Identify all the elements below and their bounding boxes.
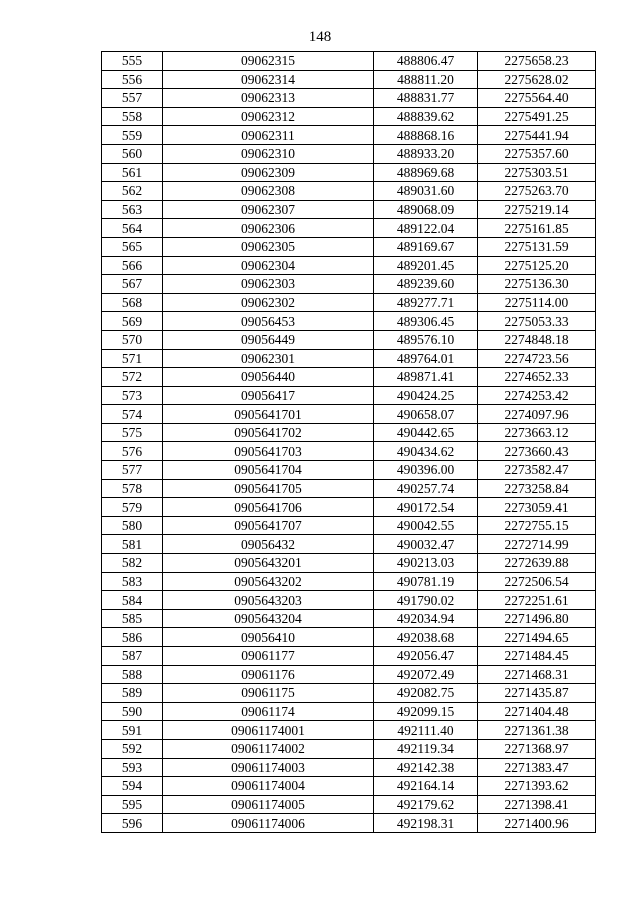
y-coordinate-cell: 2273660.43 <box>478 442 596 461</box>
y-coordinate-cell: 2275564.40 <box>478 89 596 108</box>
point-id-cell: 0905641702 <box>163 423 374 442</box>
x-coordinate-cell: 492082.75 <box>374 684 478 703</box>
table-body <box>102 52 596 833</box>
y-coordinate-cell: 2273663.12 <box>478 423 596 442</box>
x-coordinate-cell: 489068.09 <box>374 200 478 219</box>
point-id-cell: 09061174005 <box>163 795 374 814</box>
y-coordinate-cell: 2272639.88 <box>478 554 596 573</box>
point-id-cell: 09062313 <box>163 89 374 108</box>
y-coordinate-cell: 2275628.02 <box>478 70 596 89</box>
x-coordinate-cell: 491790.02 <box>374 591 478 610</box>
y-coordinate-cell: 2271400.96 <box>478 814 596 833</box>
y-coordinate-cell: 2271494.65 <box>478 628 596 647</box>
x-coordinate-cell: 490781.19 <box>374 572 478 591</box>
x-coordinate-cell: 490172.54 <box>374 498 478 517</box>
table-row <box>102 256 596 275</box>
x-coordinate-cell: 489031.60 <box>374 182 478 201</box>
point-id-cell: 09062308 <box>163 182 374 201</box>
point-id-cell: 09061175 <box>163 684 374 703</box>
x-coordinate-cell: 490658.07 <box>374 405 478 424</box>
table-row <box>102 70 596 89</box>
point-id-cell: 0905643202 <box>163 572 374 591</box>
table-row <box>102 721 596 740</box>
y-coordinate-cell: 2275441.94 <box>478 126 596 145</box>
point-number-cell: 582 <box>102 554 163 573</box>
x-coordinate-cell: 490442.65 <box>374 423 478 442</box>
table-row <box>102 312 596 331</box>
point-id-cell: 09062306 <box>163 219 374 238</box>
point-id-cell: 09056453 <box>163 312 374 331</box>
point-id-cell: 09056410 <box>163 628 374 647</box>
y-coordinate-cell: 2271398.41 <box>478 795 596 814</box>
y-coordinate-cell: 2274097.96 <box>478 405 596 424</box>
table-row <box>102 330 596 349</box>
point-id-cell: 0905641706 <box>163 498 374 517</box>
x-coordinate-cell: 488933.20 <box>374 144 478 163</box>
point-id-cell: 09062312 <box>163 107 374 126</box>
x-coordinate-cell: 489306.45 <box>374 312 478 331</box>
x-coordinate-cell: 489122.04 <box>374 219 478 238</box>
point-id-cell: 0905641703 <box>163 442 374 461</box>
x-coordinate-cell: 489764.01 <box>374 349 478 368</box>
x-coordinate-cell: 492142.38 <box>374 758 478 777</box>
x-coordinate-cell: 492038.68 <box>374 628 478 647</box>
coordinates-table <box>101 51 596 833</box>
point-id-cell: 0905641705 <box>163 479 374 498</box>
point-number-cell: 562 <box>102 182 163 201</box>
table-row <box>102 386 596 405</box>
point-number-cell: 592 <box>102 739 163 758</box>
point-number-cell: 586 <box>102 628 163 647</box>
y-coordinate-cell: 2275303.51 <box>478 163 596 182</box>
x-coordinate-cell: 492072.49 <box>374 665 478 684</box>
x-coordinate-cell: 488806.47 <box>374 52 478 71</box>
y-coordinate-cell: 2275263.70 <box>478 182 596 201</box>
y-coordinate-cell: 2274253.42 <box>478 386 596 405</box>
point-number-cell: 580 <box>102 516 163 535</box>
table-row <box>102 795 596 814</box>
table-row <box>102 368 596 387</box>
point-id-cell: 09061174003 <box>163 758 374 777</box>
point-id-cell: 09062305 <box>163 237 374 256</box>
y-coordinate-cell: 2275658.23 <box>478 52 596 71</box>
point-id-cell: 09061176 <box>163 665 374 684</box>
point-number-cell: 573 <box>102 386 163 405</box>
point-number-cell: 569 <box>102 312 163 331</box>
table-row <box>102 144 596 163</box>
table-row <box>102 777 596 796</box>
y-coordinate-cell: 2272506.54 <box>478 572 596 591</box>
table-row <box>102 535 596 554</box>
table-row <box>102 200 596 219</box>
y-coordinate-cell: 2275053.33 <box>478 312 596 331</box>
point-number-cell: 564 <box>102 219 163 238</box>
point-id-cell: 09062301 <box>163 349 374 368</box>
point-id-cell: 09056440 <box>163 368 374 387</box>
x-coordinate-cell: 490434.62 <box>374 442 478 461</box>
point-number-cell: 594 <box>102 777 163 796</box>
y-coordinate-cell: 2272251.61 <box>478 591 596 610</box>
point-number-cell: 588 <box>102 665 163 684</box>
point-number-cell: 565 <box>102 237 163 256</box>
point-number-cell: 577 <box>102 461 163 480</box>
table-row <box>102 89 596 108</box>
y-coordinate-cell: 2274848.18 <box>478 330 596 349</box>
y-coordinate-cell: 2275219.14 <box>478 200 596 219</box>
point-id-cell: 0905643201 <box>163 554 374 573</box>
point-number-cell: 571 <box>102 349 163 368</box>
table-row <box>102 498 596 517</box>
x-coordinate-cell: 488811.20 <box>374 70 478 89</box>
x-coordinate-cell: 489169.67 <box>374 237 478 256</box>
point-number-cell: 557 <box>102 89 163 108</box>
point-number-cell: 556 <box>102 70 163 89</box>
y-coordinate-cell: 2275114.00 <box>478 293 596 312</box>
point-number-cell: 585 <box>102 609 163 628</box>
table-row <box>102 52 596 71</box>
x-coordinate-cell: 489201.45 <box>374 256 478 275</box>
point-id-cell: 09062309 <box>163 163 374 182</box>
point-number-cell: 572 <box>102 368 163 387</box>
point-number-cell: 560 <box>102 144 163 163</box>
x-coordinate-cell: 492119.34 <box>374 739 478 758</box>
y-coordinate-cell: 2271496.80 <box>478 609 596 628</box>
table-row <box>102 163 596 182</box>
y-coordinate-cell: 2271435.87 <box>478 684 596 703</box>
point-number-cell: 563 <box>102 200 163 219</box>
y-coordinate-cell: 2275491.25 <box>478 107 596 126</box>
point-number-cell: 566 <box>102 256 163 275</box>
table-row <box>102 628 596 647</box>
x-coordinate-cell: 488868.16 <box>374 126 478 145</box>
y-coordinate-cell: 2272714.99 <box>478 535 596 554</box>
point-number-cell: 559 <box>102 126 163 145</box>
point-id-cell: 09062314 <box>163 70 374 89</box>
table-row <box>102 554 596 573</box>
x-coordinate-cell: 490213.03 <box>374 554 478 573</box>
table-row <box>102 516 596 535</box>
point-number-cell: 576 <box>102 442 163 461</box>
table-row <box>102 237 596 256</box>
y-coordinate-cell: 2273258.84 <box>478 479 596 498</box>
table-row <box>102 758 596 777</box>
point-number-cell: 555 <box>102 52 163 71</box>
table-row <box>102 219 596 238</box>
x-coordinate-cell: 488831.77 <box>374 89 478 108</box>
point-number-cell: 595 <box>102 795 163 814</box>
point-id-cell: 0905641701 <box>163 405 374 424</box>
table-row <box>102 591 596 610</box>
table-row <box>102 684 596 703</box>
point-number-cell: 583 <box>102 572 163 591</box>
page-number: 148 <box>308 29 332 45</box>
y-coordinate-cell: 2273582.47 <box>478 461 596 480</box>
point-id-cell: 09062310 <box>163 144 374 163</box>
point-id-cell: 09061177 <box>163 647 374 666</box>
y-coordinate-cell: 2275125.20 <box>478 256 596 275</box>
table-row <box>102 814 596 833</box>
table-row <box>102 107 596 126</box>
x-coordinate-cell: 489277.71 <box>374 293 478 312</box>
table-row <box>102 423 596 442</box>
point-id-cell: 0905641704 <box>163 461 374 480</box>
y-coordinate-cell: 2275131.59 <box>478 237 596 256</box>
point-number-cell: 589 <box>102 684 163 703</box>
y-coordinate-cell: 2274652.33 <box>478 368 596 387</box>
point-id-cell: 09061174004 <box>163 777 374 796</box>
point-number-cell: 579 <box>102 498 163 517</box>
x-coordinate-cell: 492034.94 <box>374 609 478 628</box>
y-coordinate-cell: 2275161.85 <box>478 219 596 238</box>
point-number-cell: 591 <box>102 721 163 740</box>
point-id-cell: 09062303 <box>163 275 374 294</box>
point-number-cell: 578 <box>102 479 163 498</box>
x-coordinate-cell: 492164.14 <box>374 777 478 796</box>
table-row <box>102 647 596 666</box>
table-row <box>102 293 596 312</box>
x-coordinate-cell: 489239.60 <box>374 275 478 294</box>
point-id-cell: 09061174 <box>163 702 374 721</box>
point-number-cell: 593 <box>102 758 163 777</box>
point-id-cell: 09062304 <box>163 256 374 275</box>
y-coordinate-cell: 2275136.30 <box>478 275 596 294</box>
point-id-cell: 09061174001 <box>163 721 374 740</box>
x-coordinate-cell: 488969.68 <box>374 163 478 182</box>
table-row <box>102 405 596 424</box>
x-coordinate-cell: 492056.47 <box>374 647 478 666</box>
table-row <box>102 739 596 758</box>
point-number-cell: 590 <box>102 702 163 721</box>
table-row <box>102 349 596 368</box>
point-id-cell: 09056432 <box>163 535 374 554</box>
x-coordinate-cell: 490032.47 <box>374 535 478 554</box>
y-coordinate-cell: 2271361.38 <box>478 721 596 740</box>
table-row <box>102 609 596 628</box>
point-number-cell: 568 <box>102 293 163 312</box>
point-number-cell: 584 <box>102 591 163 610</box>
x-coordinate-cell: 492099.15 <box>374 702 478 721</box>
point-number-cell: 587 <box>102 647 163 666</box>
point-id-cell: 09062307 <box>163 200 374 219</box>
y-coordinate-cell: 2274723.56 <box>478 349 596 368</box>
point-id-cell: 0905643203 <box>163 591 374 610</box>
y-coordinate-cell: 2275357.60 <box>478 144 596 163</box>
table-row <box>102 572 596 591</box>
y-coordinate-cell: 2272755.15 <box>478 516 596 535</box>
y-coordinate-cell: 2271383.47 <box>478 758 596 777</box>
x-coordinate-cell: 490042.55 <box>374 516 478 535</box>
y-coordinate-cell: 2273059.41 <box>478 498 596 517</box>
table-row <box>102 442 596 461</box>
point-id-cell: 09061174006 <box>163 814 374 833</box>
x-coordinate-cell: 492111.40 <box>374 721 478 740</box>
y-coordinate-cell: 2271368.97 <box>478 739 596 758</box>
point-number-cell: 581 <box>102 535 163 554</box>
table-row <box>102 665 596 684</box>
point-id-cell: 0905643204 <box>163 609 374 628</box>
point-number-cell: 570 <box>102 330 163 349</box>
point-id-cell: 09062302 <box>163 293 374 312</box>
x-coordinate-cell: 488839.62 <box>374 107 478 126</box>
table-row <box>102 126 596 145</box>
point-id-cell: 09056417 <box>163 386 374 405</box>
y-coordinate-cell: 2271404.48 <box>478 702 596 721</box>
table-row <box>102 461 596 480</box>
x-coordinate-cell: 490424.25 <box>374 386 478 405</box>
y-coordinate-cell: 2271468.31 <box>478 665 596 684</box>
point-number-cell: 567 <box>102 275 163 294</box>
point-id-cell: 09062311 <box>163 126 374 145</box>
table-row <box>102 182 596 201</box>
table-row <box>102 275 596 294</box>
point-id-cell: 09056449 <box>163 330 374 349</box>
point-number-cell: 558 <box>102 107 163 126</box>
point-id-cell: 09062315 <box>163 52 374 71</box>
point-number-cell: 575 <box>102 423 163 442</box>
y-coordinate-cell: 2271484.45 <box>478 647 596 666</box>
x-coordinate-cell: 489576.10 <box>374 330 478 349</box>
point-number-cell: 596 <box>102 814 163 833</box>
x-coordinate-cell: 492198.31 <box>374 814 478 833</box>
x-coordinate-cell: 490257.74 <box>374 479 478 498</box>
point-id-cell: 09061174002 <box>163 739 374 758</box>
table-row <box>102 479 596 498</box>
point-number-cell: 561 <box>102 163 163 182</box>
point-number-cell: 574 <box>102 405 163 424</box>
point-id-cell: 0905641707 <box>163 516 374 535</box>
y-coordinate-cell: 2271393.62 <box>478 777 596 796</box>
x-coordinate-cell: 489871.41 <box>374 368 478 387</box>
table-row <box>102 702 596 721</box>
x-coordinate-cell: 492179.62 <box>374 795 478 814</box>
x-coordinate-cell: 490396.00 <box>374 461 478 480</box>
